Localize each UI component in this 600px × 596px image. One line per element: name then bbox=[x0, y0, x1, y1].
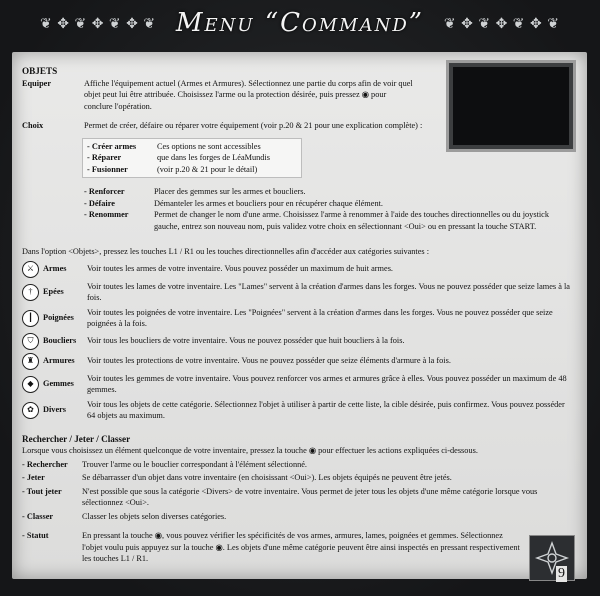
sub-row bbox=[84, 209, 570, 232]
sub-text: Démanteler les armes et boucliers pour en récupérer chaque élément. bbox=[154, 198, 383, 208]
left-flourish: ❦ ✥ ❦ ✥ ❦ ✥ ❦ bbox=[40, 17, 157, 32]
sub-text: Permet de changer le nom d'une arme. Choisissez l'arme à renommer à l'aide des touches directionnelles ou du joystick gauche, entrez son nouveau nom, puis validez votre choix en sélectionnant <Oui> ou en pressant la touche START. bbox=[154, 210, 550, 231]
categories-intro: Dans l'option <Objets>, pressez les touches L1 / R1 ou les touches directionnelles afin d'accéder aux catégories suivantes : bbox=[22, 247, 430, 256]
category-label: Divers bbox=[43, 405, 67, 415]
equiper-row bbox=[22, 78, 570, 113]
category-label: Boucliers bbox=[43, 336, 77, 346]
box-label: - Créer armes bbox=[87, 141, 137, 151]
category-text: Voir toutes les protections de votre inventaire. Vous ne pouvez posséder que seize éléments d'armure à la fois. bbox=[87, 356, 451, 366]
armor-icon: ♜ bbox=[22, 353, 39, 370]
sub-label: - Renforcer bbox=[84, 187, 125, 196]
box-text: que dans les forges de LéaMundis bbox=[157, 153, 270, 162]
forge-options-box bbox=[82, 138, 302, 179]
objets-heading: OBJETS bbox=[22, 66, 58, 76]
category-text: Voir toutes les armes de votre inventaire. Vous pouvez posséder un maximum de huit armes. bbox=[87, 264, 393, 274]
category-label: Armes bbox=[43, 264, 67, 274]
rjc-text: En pressant la touche ◉, vous pouvez vérifier les spécificités de vos armes, armures, lames, poignées et gemmes. Sélectionnez l'objet voulu puis appuyez sur la touche ◉. Les objets d'une même catégorie peuvent être ainsi inspectés en pressant respectivement les touches L1 / R1. bbox=[82, 531, 520, 563]
category-text: Voir tous les objets de cette catégorie. Sélectionnez l'objet à utiliser à partir de cette liste, la cible désirée, puis confirmez. Vous pouvez posséder 64 objets au maximum. bbox=[87, 399, 565, 420]
category-text: Voir toutes les poignées de votre inventaire. Les "Poignées" servent à la création d'armes dans les forges. Vous ne pouvez posséder que seize poignées à la fois. bbox=[87, 307, 553, 328]
rjc-heading: Rechercher / Jeter / Classer bbox=[22, 433, 131, 444]
rjc-row bbox=[22, 459, 570, 471]
header bbox=[0, 0, 600, 46]
choix-label: Choix bbox=[22, 121, 44, 130]
page-number: 9 bbox=[558, 566, 565, 581]
rjc-intro: Lorsque vous choisissez un élément quelconque de votre inventaire, pressez la touche ◉ pour effectuer les actions expliquées ci-dessous. bbox=[22, 446, 478, 455]
grip-icon: ┃ bbox=[22, 310, 39, 327]
category-row bbox=[22, 281, 570, 304]
blade-icon: † bbox=[22, 284, 39, 301]
rjc-row bbox=[22, 472, 570, 484]
category-label: Gemmes bbox=[43, 379, 74, 389]
box-label: - Fusionner bbox=[87, 164, 128, 174]
rjc-label: - Statut bbox=[22, 531, 49, 540]
sub-row bbox=[84, 186, 570, 198]
choix-text: Permet de créer, défaire ou réparer votre équipement (voir p.20 & 21 pour une explication complète) : bbox=[84, 121, 423, 130]
rjc-label: - Tout jeter bbox=[22, 486, 62, 496]
rjc-row bbox=[22, 511, 570, 523]
category-row bbox=[22, 333, 570, 350]
equiper-label: Equiper bbox=[22, 78, 52, 88]
rjc-section bbox=[22, 434, 570, 565]
sub-text: Placer des gemmes sur les armes et boucliers. bbox=[154, 187, 306, 196]
rjc-label: - Classer bbox=[22, 511, 54, 521]
rjc-text: Trouver l'arme ou le bouclier correspondant à l'élément sélectionné. bbox=[82, 459, 308, 469]
sub-row bbox=[84, 198, 570, 210]
box-row bbox=[87, 164, 297, 176]
category-text: Voir toutes les lames de votre inventaire. Les "Lames" servent à la création d'armes dans les forges. Vous ne pouvez posséder que seize lames à la fois. bbox=[87, 281, 570, 302]
misc-icon: ✿ bbox=[22, 402, 39, 419]
rjc-text: N'est possible que sous la catégorie <Divers> de votre inventaire. Vous permet de jeter tous les objets d'une même catégorie lorsque vous sélectionnez <Oui>. bbox=[82, 486, 538, 507]
box-label: - Réparer bbox=[87, 153, 122, 162]
equiper-text: Affiche l'équipement actuel (Armes et Armures). Sélectionnez une partie du corps afin de voir quel objet peut lui être attribuée. Choisissez l'arme ou la protection désirée, puis pressez ◉ pour conclure l'opération. bbox=[84, 78, 413, 111]
category-row bbox=[22, 399, 570, 422]
rjc-text: Classer les objets selon diverses catégories. bbox=[82, 511, 227, 521]
category-row bbox=[22, 373, 570, 396]
category-label: Armures bbox=[43, 356, 75, 366]
gem-icon: ◆ bbox=[22, 376, 39, 393]
rjc-text: Se débarrasser d'un objet dans votre inventaire (en choisissant <Oui>). Les objets équipés ne peuvent être jetés. bbox=[82, 473, 452, 482]
category-text: Voir toutes les gemmes de votre inventaire. Vous pouvez renforcer vos armes et armures grâce à elles. Vous pouvez posséder un maximum de 48 gemmes. bbox=[87, 373, 567, 394]
category-label: Epées bbox=[43, 287, 64, 297]
sword-icon: ⚔ bbox=[22, 261, 39, 278]
rjc-label: - Rechercher bbox=[22, 459, 68, 469]
category-label: Poignées bbox=[43, 313, 74, 323]
sub-label: - Renommer bbox=[84, 210, 129, 219]
rjc-label: - Jeter bbox=[22, 473, 45, 482]
box-row bbox=[87, 141, 297, 153]
category-text: Voir tous les boucliers de votre inventaire. Vous ne pouvez posséder que huit boucliers à la fois. bbox=[87, 336, 405, 346]
shield-icon: ⛉ bbox=[22, 333, 39, 350]
page-title: Menu “Command” bbox=[175, 8, 425, 38]
category-row bbox=[22, 353, 570, 370]
category-row bbox=[22, 261, 570, 278]
rjc-row bbox=[22, 530, 522, 565]
category-row bbox=[22, 307, 570, 330]
right-flourish: ❦ ✥ ❦ ✥ ❦ ✥ ❦ bbox=[443, 17, 560, 32]
choix-row bbox=[22, 120, 570, 132]
box-text: (voir p.20 & 21 pour le détail) bbox=[157, 164, 258, 174]
box-row bbox=[87, 152, 297, 164]
sub-label: - Défaire bbox=[84, 198, 115, 208]
page-ornament bbox=[529, 535, 575, 581]
content bbox=[22, 66, 570, 565]
rjc-row bbox=[22, 486, 570, 509]
box-text: Ces options ne sont accessibles bbox=[157, 141, 261, 151]
